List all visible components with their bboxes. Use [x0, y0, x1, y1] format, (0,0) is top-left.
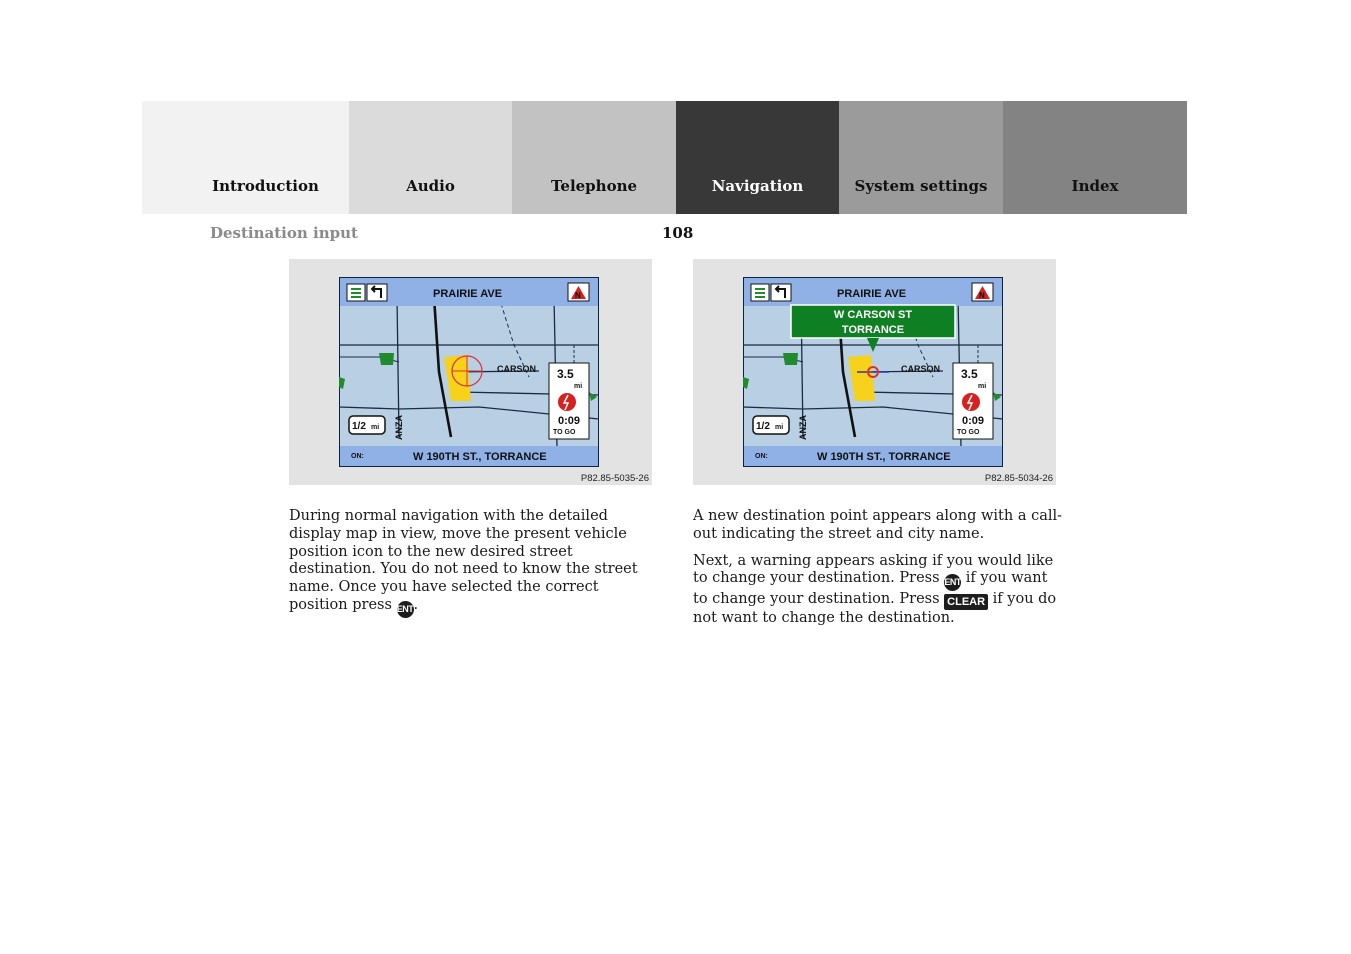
tab-navigation[interactable]: [676, 101, 839, 214]
map-scale-unit: mi: [775, 424, 784, 431]
navigation-map-screen: [743, 277, 1003, 467]
instruction-text-left: [289, 508, 659, 627]
current-street-bottom: W 190TH ST., TORRANCE: [413, 451, 547, 463]
north-up-compass-icon[interactable]: [568, 283, 589, 301]
ent-key-icon: ENT: [944, 574, 961, 591]
route-mode-icon: [347, 284, 365, 301]
svg-text:N: N: [575, 291, 581, 300]
chapter-tabs: [142, 101, 1187, 214]
on-label: ON:: [351, 453, 364, 460]
street-label-anza: ANZA: [394, 415, 404, 440]
paragraph-text: During normal navigation with the detailed display map in view, move the present vehicle position icon to the new desired street destination. You do not need to know the street name. Once you have selected the correct position press: [289, 508, 638, 613]
map-scale-button[interactable]: [753, 416, 789, 434]
to-go-label: TO GO: [553, 429, 576, 436]
street-label-anza: ANZA: [798, 415, 808, 440]
time-to-go-value: 0:09: [962, 415, 985, 427]
map-scale-value: 1/2: [352, 421, 366, 432]
north-up-compass-icon[interactable]: [972, 283, 993, 301]
distance-unit: mi: [978, 383, 987, 390]
tab-telephone-label: Telephone: [550, 177, 638, 195]
time-to-go-value: 0:09: [558, 415, 581, 427]
paragraph: [693, 508, 1063, 544]
current-street-top: PRAIRIE AVE: [433, 288, 503, 300]
paragraph-text: Next, a warning appears asking if you would like to change your destination. Press: [693, 552, 1054, 587]
paragraph-text: A new destination point appears along with a call-out indicating the street and city name.: [693, 508, 1063, 542]
section-title: Destination input: [210, 224, 358, 242]
figure-code: P82.85-5034-26: [984, 473, 1053, 484]
map-scale-value: 1/2: [756, 421, 770, 432]
tab-navigation-label: Navigation: [711, 177, 804, 195]
distance-value: 3.5: [961, 367, 978, 381]
figure-code: P82.85-5035-26: [580, 473, 649, 484]
figure-map-callout: [693, 259, 1056, 485]
route-mode-icon: [751, 284, 769, 301]
callout-street: W CARSON ST: [833, 309, 913, 321]
turn-left-icon: [771, 284, 791, 301]
tab-system-settings-label: System settings: [854, 177, 988, 195]
current-street-bottom: W 190TH ST., TORRANCE: [817, 451, 951, 463]
distance-unit: mi: [574, 383, 583, 390]
navigation-map-screen: [339, 277, 599, 467]
paragraph-text: if you want to change your destination. Press: [693, 570, 1048, 608]
tab-audio[interactable]: [349, 101, 512, 214]
clear-key-icon: CLEAR: [944, 594, 988, 610]
park-area: [783, 353, 798, 365]
tab-introduction-label: Introduction: [212, 177, 319, 195]
paragraph: [289, 508, 659, 618]
instruction-text-right: [693, 508, 1063, 637]
svg-text:N: N: [979, 291, 985, 300]
distance-value: 3.5: [557, 367, 574, 381]
ent-key-icon: ENT: [397, 601, 414, 618]
current-street-top: PRAIRIE AVE: [837, 288, 907, 300]
street-label-carson: CARSON: [901, 364, 941, 374]
paragraph-text: if you do not want to change the destination.: [693, 591, 1057, 627]
paragraph: [693, 553, 1063, 629]
map-scale-button[interactable]: [349, 416, 385, 434]
turn-left-icon: [367, 284, 387, 301]
figure-map-cursor: [289, 259, 652, 485]
tab-telephone[interactable]: [512, 101, 676, 214]
callout-city: TORRANCE: [841, 324, 905, 336]
page-number: 108: [662, 224, 694, 242]
tab-index-label: Index: [1071, 177, 1119, 195]
tab-audio-label: Audio: [406, 177, 455, 195]
map-scale-unit: mi: [371, 424, 380, 431]
park-area: [379, 353, 394, 365]
to-go-label: TO GO: [957, 429, 980, 436]
street-label-carson: CARSON: [497, 364, 537, 374]
tab-index[interactable]: [1003, 101, 1187, 214]
on-label: ON:: [755, 453, 768, 460]
tab-introduction[interactable]: [142, 101, 349, 214]
paragraph-end: .: [413, 596, 419, 613]
tab-system-settings[interactable]: [839, 101, 1003, 214]
